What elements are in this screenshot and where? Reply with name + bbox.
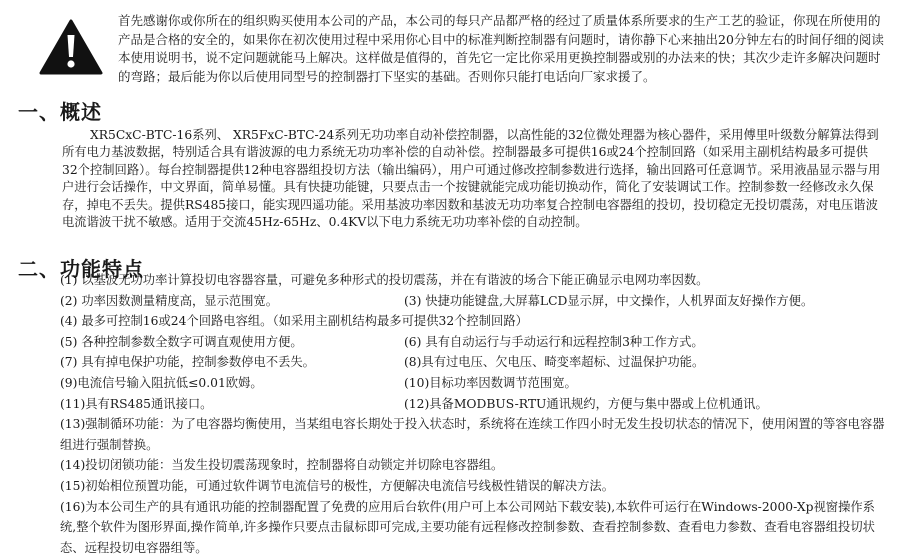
features-list — [60, 270, 890, 558]
feature-item-4: (4) 最多可控制16或24个回路电容组。（如采用主副机结构最多可提供32个控制回路） — [60, 314, 528, 329]
feature-item-12: (12)具备MODBUS-RTU通讯规约，方便与集中器或上位机通讯。 — [404, 396, 768, 411]
section-heading-features: 二、功能特点 — [18, 257, 144, 281]
safety-notice — [118, 12, 890, 86]
feature-item-15: (15)初始相位预置功能，可通过软件调节电流信号的极性，方便解决电流信号线极性错误的解决方法。 — [60, 478, 615, 493]
overview-section — [62, 127, 882, 231]
feature-row — [60, 394, 890, 415]
feature-item-2: (2) 功率因数测量精度高，显示范围宽。 — [60, 293, 279, 308]
feature-item-10: (10)目标功率因数调节范围宽。 — [404, 375, 577, 390]
feature-row — [60, 352, 890, 373]
feature-item-9: (9)电流信号输入阻抗低≤0.01欧姆。 — [60, 375, 263, 390]
feature-item-6: (6) 具有自动运行与手动运行和远程控制3种工作方式。 — [404, 334, 704, 349]
warning-triangle-icon — [38, 18, 104, 76]
feature-row — [60, 291, 890, 312]
feature-item-11: (11)具有RS485通讯接口。 — [60, 396, 213, 411]
feature-row — [60, 373, 890, 394]
feature-item-16: (16)为本公司生产的具有通讯功能的控制器配置了免费的应用后台软件(用户可上本公司网站下载安装),本软件可运行在Windows-2000-Xp视窗操作系统,整个软件为图形界面,操作简单,许多操作只要点击鼠标即可完成,主要功能有远程修改控制参数、查看控制参数、查看电力参数、查看电容器组投切状态、远程投切电容器组等。 — [60, 499, 875, 555]
feature-item-7: (7) 具有掉电保护功能，控制参数停电不丢失。 — [60, 355, 315, 370]
notice-text: 首先感谢你或你所在的组织购买使用本公司的产品，本公司的每只产品都严格的经过了质量体系所要求的生产工艺的验证，你现在所使用的产品是合格的安全的，如果你在初次使用过程中采用你心目中的标准判断控制器有问题时，请你静下心来抽出20分钟左右的时间仔细的阅读本使用说明书，说不定问题就能马上解决。这样做是值得的，首先它一定比你采用更换控制器或别的办法来的快；其次少走许多解决问题时的弯路；最后能为你以后使用同型号的控制器打下坚实的基础。否则你只能打电话向厂家求援了。 — [118, 13, 884, 84]
feature-item-5: (5) 各种控制参数全数字可调直观使用方便。 — [60, 334, 303, 349]
overview-text: XR5CxC-BTC-16系列、 XR5FxC-BTC-24系列无功功率自动补偿控制器，以高性能的32位微处理器为核心器件，采用傅里叶级数分解算法得到所有电力基波数据，特别适合具有谐波源的电力系统无功功率补偿的自动补偿。控制器最多可提供16或24个控制回路（如采用主副机结构最多可提供32个控制回路）。每台控制器提供12种电容器组投切方法（输出编码），用户可通过修改控制参数进行选择，输出回路可任意调节。采用液晶显示器与用户进行会话操作，中文界面，简单易懂。具有快捷功能键，只要点击一个按键就能完成功能切换动作，简化了安装调试工作。控制参数一经修改永久保存，掉电不丢失。提供RS485接口，能实现四遥功能。采用基波功率因数和基波无功功率复合控制电容器组的投切，投切稳定无投切震荡，对电压谐波电流谐波干扰不敏感。适用于交流45Hz-65Hz、0.4KV以下电力系统无功功率补偿的自动控制。 — [62, 128, 881, 230]
feature-item-3: (3) 快捷功能键盘,大屏幕LCD显示屏，中文操作，人机界面友好操作方便。 — [404, 293, 814, 308]
feature-row — [60, 332, 890, 353]
feature-item-14: (14)投切闭锁功能：当发生投切震荡现象时，控制器将自动锁定并切除电容器组。 — [60, 458, 504, 473]
feature-item-8: (8)具有过电压、欠电压、畸变率超标、过温保护功能。 — [404, 355, 705, 370]
feature-item-13: (13)强制循环功能：为了电容器均衡使用，当某组电容长期处于投入状态时，系统将在连续工作四小时无发生投切状态的情况下，使用闲置的等容电容器组进行强制替换。 — [60, 417, 885, 452]
section-heading-overview: 一、概述 — [18, 100, 102, 124]
feature-row — [60, 311, 890, 332]
feature-item-1: (1) 以基波无功功率计算投切电容器容量，可避免多种形式的投切震荡，并在有谐波的场合下能正确显示电网功率因数。 — [60, 273, 709, 287]
